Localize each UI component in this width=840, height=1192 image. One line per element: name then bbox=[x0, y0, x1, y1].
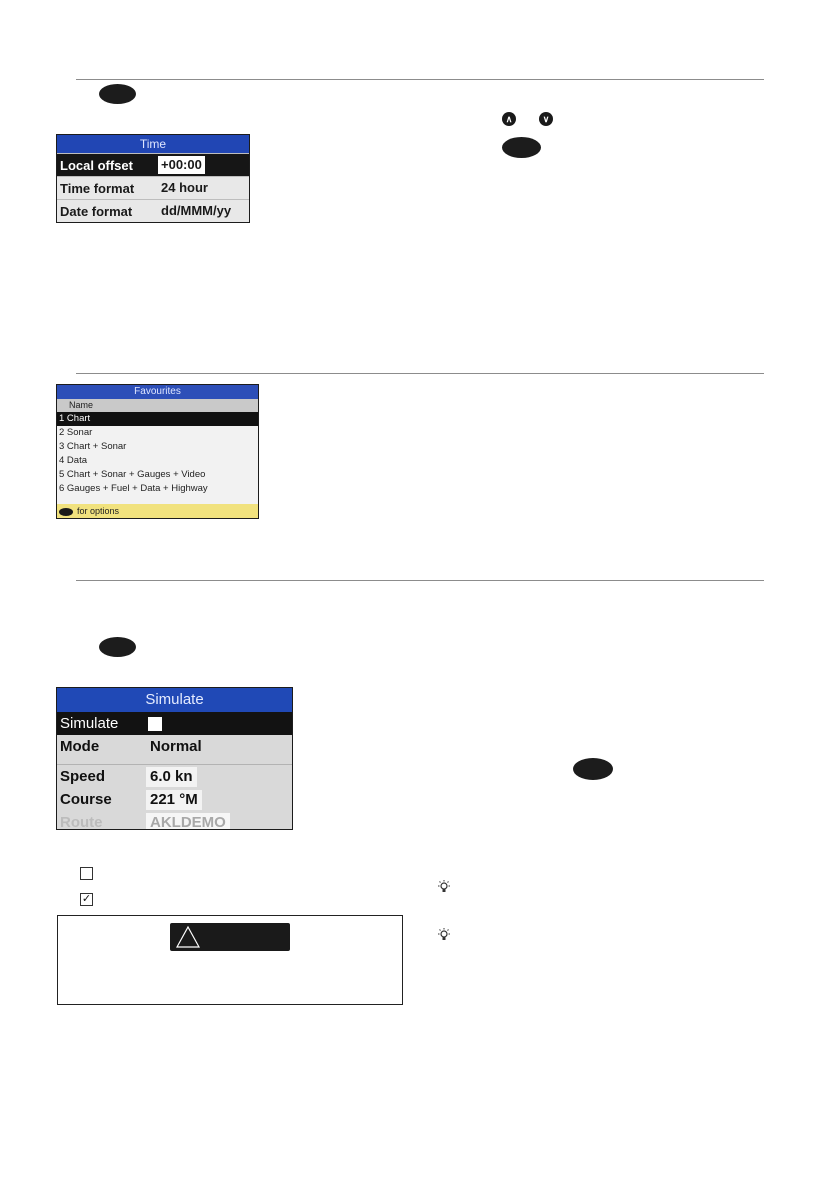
hardware-key-icon bbox=[99, 637, 136, 657]
favourite-item[interactable]: 1 Chart bbox=[57, 412, 258, 426]
course-label: Course bbox=[60, 791, 112, 808]
course-row[interactable] bbox=[57, 788, 292, 811]
favourites-footer-hint bbox=[57, 504, 258, 518]
favourite-item[interactable]: 2 Sonar bbox=[59, 427, 93, 438]
time-format-label: Time format bbox=[60, 180, 135, 196]
time-panel-title: Time bbox=[57, 135, 249, 153]
favourite-item[interactable]: 3 Chart + Sonar bbox=[59, 441, 127, 452]
route-value[interactable]: AKLDEMO bbox=[146, 813, 230, 831]
favourite-item[interactable]: 4 Data bbox=[59, 455, 87, 466]
time-format-value[interactable]: 24 hour bbox=[161, 180, 208, 195]
speed-value[interactable]: 6.0 kn bbox=[146, 767, 197, 787]
favourites-column-header: Name bbox=[57, 399, 258, 412]
simulate-divider bbox=[57, 758, 292, 765]
simulate-row[interactable] bbox=[57, 712, 292, 735]
date-format-row[interactable] bbox=[57, 199, 249, 222]
warning-triangle-icon bbox=[176, 926, 200, 948]
menu-key-icon bbox=[59, 508, 73, 516]
speed-label: Speed bbox=[60, 768, 106, 785]
course-value[interactable]: 221 °M bbox=[146, 790, 202, 810]
section-divider-1 bbox=[76, 79, 764, 80]
date-format-label: Date format bbox=[60, 203, 133, 219]
local-offset-value[interactable]: +00:00 bbox=[158, 156, 205, 174]
unchecked-checkbox-icon bbox=[80, 867, 93, 880]
simulate-panel-title: Simulate bbox=[57, 688, 292, 712]
section-divider-3 bbox=[76, 580, 764, 581]
time-settings-screen bbox=[56, 134, 250, 223]
checked-checkbox-icon: ✓ bbox=[81, 893, 92, 905]
mode-value[interactable]: Normal bbox=[150, 737, 202, 755]
favourite-item[interactable]: 5 Chart + Sonar + Gauges + Video bbox=[59, 469, 206, 480]
hardware-key-icon bbox=[99, 84, 136, 104]
hardware-key-icon bbox=[573, 758, 613, 780]
simulate-label: Simulate bbox=[60, 715, 119, 732]
time-format-row[interactable] bbox=[57, 176, 249, 199]
warning-badge bbox=[170, 923, 290, 951]
warning-box bbox=[57, 915, 403, 1005]
arrow-down-key-icon: ∨ bbox=[539, 112, 553, 126]
arrow-up-key-icon: ∧ bbox=[502, 112, 516, 126]
favourites-screen bbox=[56, 384, 259, 519]
tip-bulb-icon bbox=[437, 880, 451, 894]
route-label: Route bbox=[60, 814, 103, 830]
section-divider-2 bbox=[76, 373, 764, 374]
favourites-panel-title: Favourites bbox=[57, 385, 258, 399]
tip-bulb-icon bbox=[437, 928, 451, 942]
mode-label: Mode bbox=[60, 738, 100, 755]
route-row[interactable] bbox=[57, 811, 292, 830]
local-offset-row[interactable] bbox=[57, 153, 249, 176]
hardware-key-icon bbox=[502, 137, 541, 158]
date-format-value[interactable]: dd/MMM/yy bbox=[161, 203, 232, 218]
simulate-screen bbox=[56, 687, 293, 830]
mode-row[interactable] bbox=[57, 735, 292, 758]
favourite-item[interactable]: 6 Gauges + Fuel + Data + Highway bbox=[59, 483, 208, 494]
simulate-checkbox[interactable] bbox=[148, 717, 162, 731]
footer-hint-text: for options bbox=[77, 506, 120, 516]
speed-row[interactable] bbox=[57, 765, 292, 788]
local-offset-label: Local offset bbox=[60, 157, 133, 173]
